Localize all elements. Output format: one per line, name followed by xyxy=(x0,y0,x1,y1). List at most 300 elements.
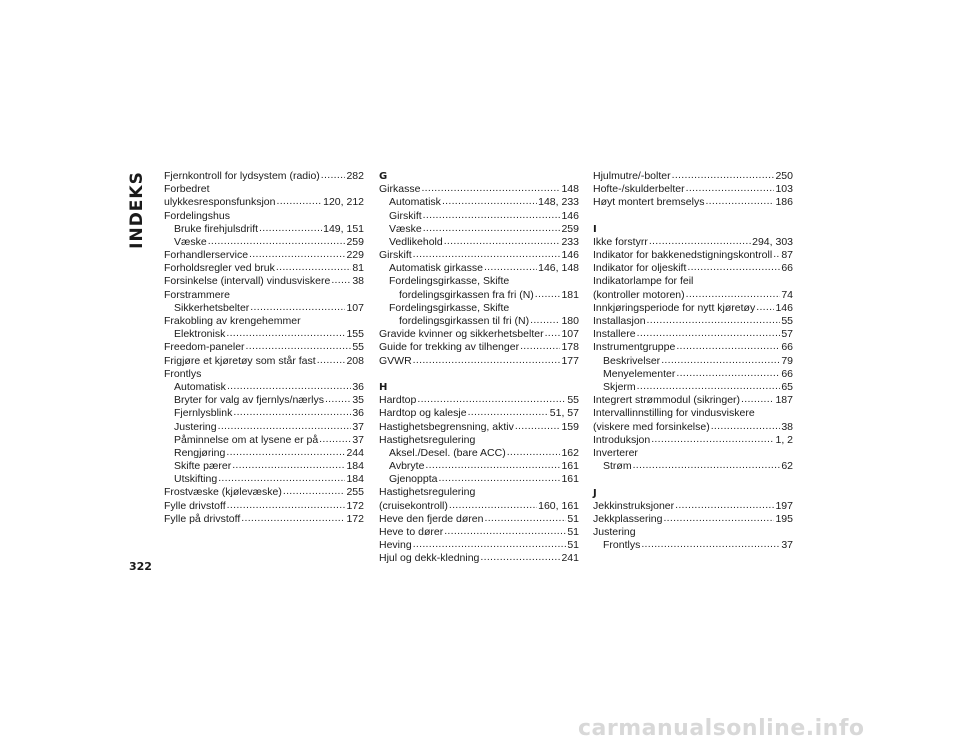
index-entry-term: Gjenoppta xyxy=(389,473,438,486)
index-entry-page: 51, 57 xyxy=(549,407,579,420)
index-entry xyxy=(593,460,793,473)
dot-leader xyxy=(637,328,781,341)
index-entry-term: Menyelementer xyxy=(603,367,676,380)
dot-leader xyxy=(663,513,774,526)
index-entry-page: 87 xyxy=(781,249,793,262)
index-entry-page: 294, 303 xyxy=(752,235,793,248)
dot-leader xyxy=(438,473,560,486)
section-tab-label: INDEKS xyxy=(127,171,148,249)
index-entry xyxy=(379,447,579,460)
dot-leader xyxy=(321,170,346,183)
index-entry-page: 38 xyxy=(352,275,364,288)
index-entry-term: Påminnelse om at lysene er på xyxy=(174,433,319,446)
index-entry-page: 37 xyxy=(352,433,364,446)
dot-leader xyxy=(226,328,345,341)
index-entry-page: 162 xyxy=(561,446,579,459)
index-entry-term: Fylle drivstoff xyxy=(164,499,226,512)
index-entry-term: Hardtop og kalesje xyxy=(379,407,467,420)
dot-leader xyxy=(484,262,537,275)
index-entry xyxy=(164,487,364,500)
dot-leader xyxy=(633,460,781,473)
dot-leader xyxy=(233,407,351,420)
index-entry xyxy=(593,513,793,526)
index-entry-page: 37 xyxy=(352,420,364,433)
index-entry xyxy=(379,289,579,302)
index-entry xyxy=(593,276,793,289)
index-entry-page: 259 xyxy=(346,235,364,248)
index-entry xyxy=(593,262,793,275)
index-entry-page: 51 xyxy=(567,526,579,539)
dot-leader xyxy=(227,381,351,394)
index-entry-term: fordelingsgirkassen fra fri (N) xyxy=(399,288,534,301)
index-entry-page: 197 xyxy=(775,499,793,512)
index-entry-page: 107 xyxy=(561,328,579,341)
dot-leader xyxy=(246,341,352,354)
index-entry-term: Instrumentgruppe xyxy=(593,341,676,354)
index-entry-page: 57 xyxy=(781,328,793,341)
index-entry xyxy=(164,289,364,302)
index-entry-term: Sikkerhetsbelter xyxy=(174,301,250,314)
index-entry xyxy=(164,368,364,381)
index-entry xyxy=(379,513,579,526)
index-entry-page: 149, 151 xyxy=(323,222,364,235)
index-entry-term: Hofte-/skulderbelter xyxy=(593,183,685,196)
index-entry-page: 107 xyxy=(346,301,364,314)
dot-leader xyxy=(756,302,774,315)
dot-leader xyxy=(468,407,549,420)
index-entry xyxy=(379,539,579,552)
dot-leader xyxy=(675,500,774,513)
dot-leader xyxy=(507,447,561,460)
index-entry-term: Heving xyxy=(379,539,412,552)
dot-leader xyxy=(686,289,781,302)
index-entry-term: Installasjon xyxy=(593,315,646,328)
index-entry-term: Automatisk xyxy=(389,196,441,209)
index-entry xyxy=(593,526,793,539)
index-entry xyxy=(379,302,579,315)
index-entry-term: Avbryte xyxy=(389,460,425,473)
index-entry-term: Rengjøring xyxy=(174,446,226,459)
index-entry-page: 255 xyxy=(346,486,364,499)
index-entry-page: 229 xyxy=(346,249,364,262)
index-entry-page: 74 xyxy=(781,288,793,301)
index-entry xyxy=(164,196,364,209)
index-entry xyxy=(379,526,579,539)
dot-leader xyxy=(649,236,751,249)
dot-leader xyxy=(520,341,560,354)
dot-leader xyxy=(484,513,566,526)
index-entry xyxy=(379,500,579,513)
index-entry-term: Freedom-paneler xyxy=(164,341,245,354)
dot-leader xyxy=(687,262,780,275)
section-tab xyxy=(124,166,150,254)
index-entry-term: Automatisk girkasse xyxy=(389,262,483,275)
index-entry-page: 208 xyxy=(346,354,364,367)
index-entry-page: 155 xyxy=(346,328,364,341)
index-entry-term: Høyt montert bremselys xyxy=(593,196,705,209)
dot-leader xyxy=(423,210,561,223)
index-entry-term: Væske xyxy=(389,222,422,235)
dot-leader xyxy=(641,539,780,552)
dot-leader xyxy=(317,355,346,368)
index-entry-term: Integrert strømmodul (sikringer) xyxy=(593,394,741,407)
index-entry-term: Girskift xyxy=(379,249,412,262)
index-entry-term: Væske xyxy=(174,235,207,248)
spacer xyxy=(379,368,579,381)
index-entry-page: 36 xyxy=(352,407,364,420)
index-entry-term: Innkjøringsperiode for nytt kjøretøy xyxy=(593,301,756,314)
index-entry-term: Girkasse xyxy=(379,183,421,196)
index-entry-term: Frostvæske (kjølevæske) xyxy=(164,486,282,499)
index-entry xyxy=(593,302,793,315)
index-entry-page: 55 xyxy=(781,315,793,328)
index-entry-term: Frontlys xyxy=(603,539,641,552)
index-entry xyxy=(164,381,364,394)
index-entry-page: 241 xyxy=(561,552,579,565)
index-entry-term: Frakobling av krengehemmer xyxy=(164,315,301,328)
index-entry-page: 35 xyxy=(352,394,364,407)
index-entry-page: 81 xyxy=(352,262,364,275)
index-entry xyxy=(164,513,364,526)
index-entry xyxy=(593,381,793,394)
index-entry-page: 148, 233 xyxy=(538,196,579,209)
index-entry xyxy=(379,421,579,434)
index-entry xyxy=(593,434,793,447)
index-entry-page: 282 xyxy=(346,169,364,182)
index-entry-term: Skifte pærer xyxy=(174,460,232,473)
index-entry xyxy=(593,447,793,460)
index-entry-term: Jekkplassering xyxy=(593,512,663,525)
index-entry-term: Hjul og dekk-kledning xyxy=(379,552,480,565)
index-entry-term: Bruke firehjulsdrift xyxy=(174,222,259,235)
index-entry-term: Forhandlerservice xyxy=(164,249,249,262)
index-entry-term: Utskifting xyxy=(174,473,218,486)
dot-leader xyxy=(259,223,322,236)
index-entry-term: (kontroller motoren) xyxy=(593,288,685,301)
index-entry-term: GVWR xyxy=(379,354,412,367)
index-entry-page: 244 xyxy=(346,446,364,459)
index-entry-term: Hardtop xyxy=(379,394,417,407)
index-entry-page: 161 xyxy=(561,473,579,486)
index-entry-term: Forstrammere xyxy=(164,288,230,301)
index-entry xyxy=(593,328,793,341)
index-entry-term: Vedlikehold xyxy=(389,235,443,248)
index-entry xyxy=(164,473,364,486)
index-entry xyxy=(379,236,579,249)
dot-leader xyxy=(319,434,351,447)
dot-leader xyxy=(741,394,774,407)
index-entry xyxy=(164,262,364,275)
index-entry-page: 146 xyxy=(561,249,579,262)
index-entry-term: Gravide kvinner og sikkerhetsbelter xyxy=(379,328,544,341)
dot-leader xyxy=(423,223,561,236)
index-entry xyxy=(379,315,579,328)
spacer xyxy=(593,210,793,223)
index-entry-term: Strøm xyxy=(603,460,632,473)
dot-leader xyxy=(444,526,566,539)
index-entry-page: 159 xyxy=(561,420,579,433)
dot-leader xyxy=(276,262,351,275)
dot-leader xyxy=(227,500,346,513)
index-entry-term: Skjerm xyxy=(603,380,636,393)
dot-leader xyxy=(480,552,560,565)
index-entry-page: 51 xyxy=(567,512,579,525)
index-entry xyxy=(379,355,579,368)
dot-leader xyxy=(325,394,351,407)
index-entry xyxy=(593,368,793,381)
index-entry-term: Frigjøre et kjøretøy som står fast xyxy=(164,354,316,367)
index-entry-page: 36 xyxy=(352,380,364,393)
index-entry xyxy=(593,394,793,407)
index-entry-term: Indikatorlampe for feil xyxy=(593,275,694,288)
index-entry-term: Ikke forstyrr xyxy=(593,235,648,248)
index-entry xyxy=(379,552,579,565)
index-entry-term: Heve den fjerde døren xyxy=(379,512,484,525)
index-entry xyxy=(379,460,579,473)
index-entry-term: Forbedret xyxy=(164,183,210,196)
index-entry xyxy=(593,421,793,434)
index-entry-term: Fordelingshus xyxy=(164,209,230,222)
index-entry-page: 146 xyxy=(775,301,793,314)
index-entry-term: Fylle på drivstoff xyxy=(164,512,241,525)
index-entry-term: Hjulmutre/-bolter xyxy=(593,169,671,182)
index-entry-term: Hastighetsbegrensning, aktiv xyxy=(379,420,514,433)
index-letter-heading: H xyxy=(379,382,388,393)
index-entry xyxy=(164,315,364,328)
index-entry-page: 160, 161 xyxy=(538,499,579,512)
dot-leader xyxy=(711,421,781,434)
dot-leader xyxy=(241,513,345,526)
index-entry xyxy=(164,421,364,434)
dot-leader xyxy=(421,183,560,196)
index-entry xyxy=(164,249,364,262)
index-entry xyxy=(593,196,793,209)
index-entry-term: Fjernlysblink xyxy=(174,407,233,420)
index-entry-term: Jekkinstruksjoner xyxy=(593,499,675,512)
dot-leader xyxy=(425,460,560,473)
index-column-3 xyxy=(593,170,793,552)
index-entry-term: Hastighetsregulering xyxy=(379,433,476,446)
index-entry xyxy=(164,328,364,341)
index-entry-term: Frontlys xyxy=(164,367,202,380)
index-entry xyxy=(379,249,579,262)
dot-leader xyxy=(218,473,345,486)
dot-leader xyxy=(444,236,561,249)
index-entry-term: Bryter for valg av fjernlys/nærlys xyxy=(174,394,324,407)
index-entry-page: 55 xyxy=(567,394,579,407)
dot-leader xyxy=(773,249,780,262)
index-entry xyxy=(164,434,364,447)
index-entry-term: Intervallinnstilling for vindusviskere xyxy=(593,407,755,420)
dot-leader xyxy=(515,421,561,434)
index-entry-page: 79 xyxy=(781,354,793,367)
dot-leader xyxy=(676,368,780,381)
index-entry xyxy=(379,407,579,420)
index-entry xyxy=(379,196,579,209)
index-entry-page: 55 xyxy=(352,341,364,354)
index-entry-page: 195 xyxy=(775,512,793,525)
index-entry xyxy=(379,223,579,236)
index-entry xyxy=(593,341,793,354)
dot-leader xyxy=(449,500,537,513)
index-entry-page: 181 xyxy=(561,288,579,301)
dot-leader xyxy=(249,249,345,262)
dot-leader xyxy=(637,381,781,394)
index-entry-term: Beskrivelser xyxy=(603,354,661,367)
index-entry xyxy=(593,539,793,552)
index-entry xyxy=(164,223,364,236)
index-entry-term: Justering xyxy=(174,420,217,433)
index-entry-page: 184 xyxy=(346,473,364,486)
index-entry-page: 51 xyxy=(567,539,579,552)
index-entry-page: 177 xyxy=(561,354,579,367)
spacer xyxy=(593,473,793,486)
index-entry xyxy=(593,355,793,368)
index-entry-term: ulykkesresponsfunksjon xyxy=(164,196,276,209)
dot-leader xyxy=(250,302,345,315)
index-entry xyxy=(164,500,364,513)
dot-leader xyxy=(413,249,561,262)
dot-leader xyxy=(672,170,775,183)
index-entry xyxy=(379,276,579,289)
index-entry-page: 65 xyxy=(781,380,793,393)
dot-leader xyxy=(413,355,561,368)
index-entry xyxy=(593,500,793,513)
index-entry xyxy=(164,276,364,289)
index-entry-term: Automatisk xyxy=(174,380,226,393)
dot-leader xyxy=(413,539,567,552)
index-entry-term: Justering xyxy=(593,526,636,539)
index-column-2 xyxy=(379,170,579,566)
index-entry-term: Indikator for oljeskift xyxy=(593,262,687,275)
index-entry xyxy=(593,249,793,262)
dot-leader xyxy=(442,196,537,209)
dot-leader xyxy=(208,236,346,249)
dot-leader xyxy=(686,183,775,196)
index-entry xyxy=(164,394,364,407)
index-entry-term: Guide for trekking av tilhenger xyxy=(379,341,520,354)
index-entry-page: 103 xyxy=(775,183,793,196)
index-entry-term: Installere xyxy=(593,328,636,341)
page-number: 322 xyxy=(129,560,152,573)
index-entry xyxy=(593,315,793,328)
index-entry xyxy=(164,355,364,368)
index-entry-term: Aksel./Desel. (bare ACC) xyxy=(389,446,506,459)
index-entry-page: 146, 148 xyxy=(538,262,579,275)
index-entry xyxy=(164,302,364,315)
dot-leader xyxy=(218,421,352,434)
index-entry xyxy=(379,341,579,354)
index-entry-page: 120, 212 xyxy=(323,196,364,209)
dot-leader xyxy=(232,460,345,473)
index-entry xyxy=(593,183,793,196)
index-entry-term: Fjernkontroll for lydsystem (radio) xyxy=(164,169,320,182)
index-entry-page: 66 xyxy=(781,341,793,354)
index-entry-page: 66 xyxy=(781,367,793,380)
dot-leader xyxy=(331,276,351,289)
index-entry xyxy=(379,473,579,486)
index-entry-term: Hastighetsregulering xyxy=(379,486,476,499)
index-entry xyxy=(164,460,364,473)
dot-leader xyxy=(226,447,345,460)
dot-leader xyxy=(283,487,346,500)
index-entry xyxy=(379,262,579,275)
index-entry xyxy=(379,394,579,407)
index-entry-term: Forsinkelse (intervall) vindusviskere xyxy=(164,275,331,288)
index-entry-term: (cruisekontroll) xyxy=(379,499,448,512)
index-entry-page: 148 xyxy=(561,183,579,196)
index-entry xyxy=(164,210,364,223)
index-entry-term: Inverterer xyxy=(593,446,638,459)
dot-leader xyxy=(276,196,322,209)
index-entry-term: Elektronisk xyxy=(174,328,226,341)
index-entry xyxy=(379,210,579,223)
index-entry-page: 37 xyxy=(781,539,793,552)
index-entry-term: Heve to dører xyxy=(379,526,444,539)
index-entry xyxy=(593,289,793,302)
index-entry-page: 146 xyxy=(561,209,579,222)
index-entry-page: 172 xyxy=(346,512,364,525)
index-entry-page: 233 xyxy=(561,235,579,248)
index-entry xyxy=(164,183,364,196)
index-entry-term: Fordelingsgirkasse, Skifte xyxy=(389,275,510,288)
index-entry xyxy=(593,170,793,183)
dot-leader xyxy=(535,289,561,302)
index-letter-heading: G xyxy=(379,171,388,182)
dot-leader xyxy=(530,315,560,328)
index-entry-page: 184 xyxy=(346,460,364,473)
index-entry-term: (viskere med forsinkelse) xyxy=(593,420,710,433)
index-entry xyxy=(379,183,579,196)
index-entry-page: 250 xyxy=(775,169,793,182)
index-entry xyxy=(379,328,579,341)
index-entry-page: 161 xyxy=(561,460,579,473)
index-entry-page: 62 xyxy=(781,460,793,473)
dot-leader xyxy=(545,328,561,341)
index-entry-page: 172 xyxy=(346,499,364,512)
index-entry-term: fordelingsgirkassen til fri (N) xyxy=(399,315,530,328)
index-column-1 xyxy=(164,170,364,526)
index-entry xyxy=(164,170,364,183)
index-entry xyxy=(379,434,579,447)
index-entry xyxy=(593,407,793,420)
index-entry-page: 180 xyxy=(561,315,579,328)
index-entry-page: 187 xyxy=(775,394,793,407)
index-entry-term: Fordelingsgirkasse, Skifte xyxy=(389,301,510,314)
index-entry xyxy=(164,447,364,460)
dot-leader xyxy=(705,196,774,209)
index-entry xyxy=(164,407,364,420)
index-entry xyxy=(593,236,793,249)
index-entry-term: Indikator for bakkenedstigningskontroll xyxy=(593,249,773,262)
index-entry-page: 259 xyxy=(561,222,579,235)
watermark: carmanualsonline.info xyxy=(578,716,865,741)
index-letter-heading: I xyxy=(593,223,597,235)
index-entry-page: 1, 2 xyxy=(775,433,793,446)
index-entry xyxy=(164,341,364,354)
index-letter-heading: J xyxy=(593,487,597,499)
index-entry xyxy=(164,236,364,249)
index-entry xyxy=(379,487,579,500)
index-entry-page: 178 xyxy=(561,341,579,354)
dot-leader xyxy=(417,394,566,407)
index-entry-term: Girskift xyxy=(389,209,422,222)
dot-leader xyxy=(647,315,781,328)
index-entry-term: Forholdsregler ved bruk xyxy=(164,262,275,275)
index-entry-page: 38 xyxy=(781,420,793,433)
dot-leader xyxy=(661,355,780,368)
index-entry-page: 186 xyxy=(775,196,793,209)
